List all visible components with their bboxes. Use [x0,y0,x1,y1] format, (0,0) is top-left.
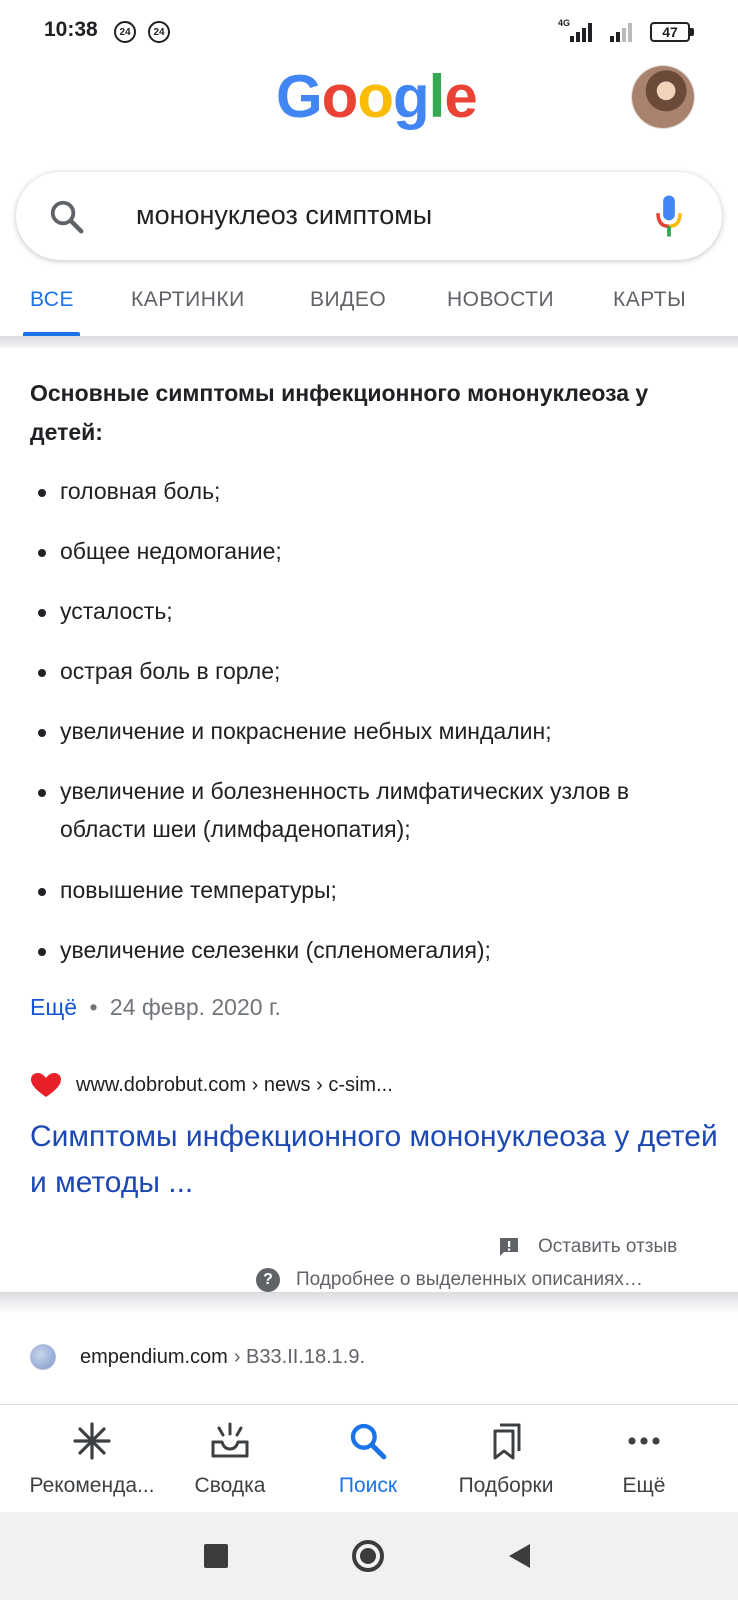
list-item-text: увеличение и покраснение небных миндалин; [60,718,552,744]
google-logo[interactable] [276,62,477,131]
tab-images[interactable]: КАРТИНКИ [131,288,245,311]
battery-icon: 47 [650,22,690,42]
avatar[interactable] [632,66,694,128]
logo-letter: g [392,63,429,130]
nav-label: Ещё [622,1474,666,1497]
tab-news[interactable]: НОВОСТИ [447,288,555,311]
signal-icon [610,20,636,42]
tab-all[interactable]: ВСЕ [30,288,74,311]
status-time: 10:38 [44,18,98,41]
snippet-date: 24 февр. 2020 г. [109,994,281,1020]
logo-letter: o [321,63,358,130]
signal-icon [570,20,596,42]
help-icon: ? [256,1268,280,1292]
bullet-dot [38,729,46,737]
bullet-dot [38,789,46,797]
nav-label: Подборки [458,1474,554,1497]
search-input[interactable]: мононуклеоз симптомы [136,200,433,230]
meta-separator: • [89,994,98,1020]
feedback-button[interactable] [498,1236,677,1258]
globe-icon [30,1344,56,1370]
divider [0,1292,738,1314]
bullet-dot [38,609,46,617]
about-label: Подробнее о выделенных описаниях… [296,1269,643,1290]
back-button[interactable] [506,1542,532,1570]
heart-icon [30,1072,62,1098]
list-item-text: острая боль в горле; [60,658,281,684]
divider [0,336,738,348]
result-path: › B33.II.18.1.9. [233,1345,366,1368]
list-item-text: общее недомогание; [60,538,282,564]
tab-maps[interactable]: КАРТЫ [613,288,687,311]
bullet-dot [38,669,46,677]
result-source[interactable] [30,1072,393,1098]
notification-badge: 24 [114,21,136,43]
nav-label: Рекоменда... [29,1474,155,1497]
more-link[interactable]: Ещё [30,994,78,1020]
list-item-text: усталость; [60,598,173,624]
notification-badge: 24 [148,21,170,43]
bullet-dot [38,489,46,497]
logo-letter: o [357,63,393,130]
home-button[interactable] [352,1540,384,1572]
search-icon [347,1420,389,1462]
bookmarks-icon [485,1420,527,1462]
inbox-icon [209,1420,251,1462]
nav-search[interactable] [294,1420,442,1498]
bullet-dot [38,888,46,896]
logo-letter: e [444,63,477,130]
result-source[interactable] [30,1344,365,1370]
search-icon[interactable] [48,198,86,236]
asterisk-icon [71,1420,113,1462]
logo-letter: l [428,63,445,130]
status-bar [0,0,738,64]
result-domain: empendium.com [80,1345,228,1368]
logo-letter: G [276,63,322,130]
recents-button[interactable] [204,1544,228,1568]
bullet-dot [38,549,46,557]
home-button-dot [360,1548,376,1564]
nav-label: Поиск [338,1474,398,1497]
bullet-dot [38,948,46,956]
result-url: www.dobrobut.com › news › c-sim... [76,1073,393,1096]
list-item-text: увеличение и болезненность лимфатических узлов в области шеи (лимфаденопатия); [60,778,630,842]
battery-tip [690,28,694,36]
nav-collections[interactable] [432,1420,580,1498]
feedback-label: Оставить отзыв [538,1236,678,1257]
list-item-text: увеличение селезенки (спленомегалия); [60,937,491,963]
nav-label: Сводка [194,1474,266,1497]
mic-icon[interactable] [654,194,684,238]
network-type: 4G [558,18,571,28]
list-item-text: головная боль; [60,478,221,504]
about-snippets-link[interactable] [256,1268,643,1292]
snippet-title: Основные симптомы инфекционного мононуклеоза у детей: [30,380,649,445]
list-item-text: повышение температуры; [60,877,337,903]
nav-more[interactable] [570,1420,718,1498]
result-title-link[interactable]: Симптомы инфекционного мононуклеоза у детей и методы ... [30,1120,718,1199]
nav-recommendations[interactable] [18,1420,166,1498]
nav-summary[interactable] [156,1420,304,1498]
snippet-meta [30,994,281,1021]
feedback-icon [498,1236,520,1258]
more-dots-icon [623,1420,665,1462]
tab-video[interactable]: ВИДЕО [310,288,387,311]
